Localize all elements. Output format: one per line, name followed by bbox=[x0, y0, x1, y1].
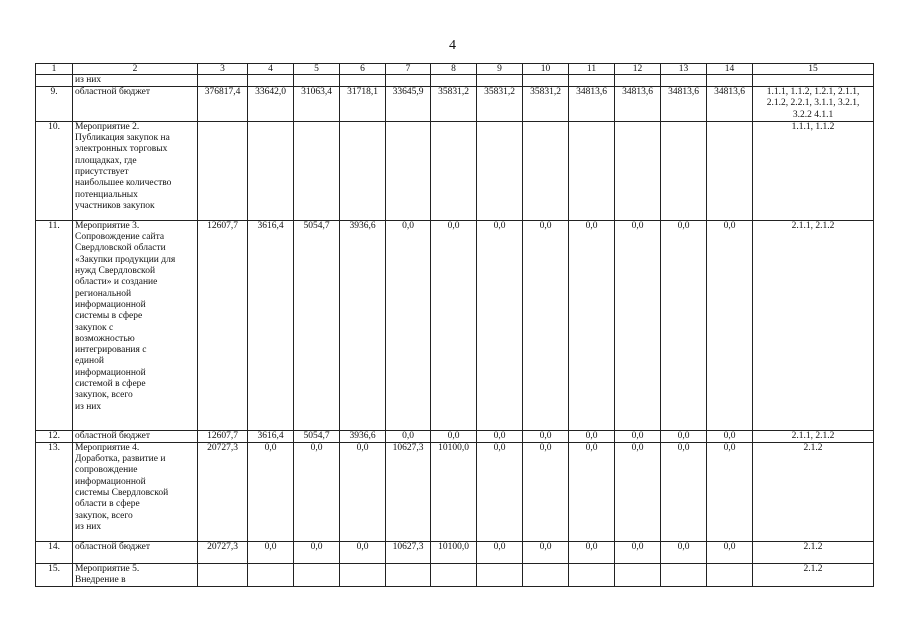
amount-cell: 5054,7 bbox=[294, 430, 340, 442]
amount-cell: 0,0 bbox=[569, 220, 615, 430]
amount-cell bbox=[431, 75, 477, 87]
activity-name-cell: Мероприятие 3. Сопровождение сайта Свердловской области «Закупки продукции для нужд Свердловской области» и создание региональной информационной системы в сфере закупок с возможностью интегрирования с единой информационной системой в сфере закупок, всего из них bbox=[73, 220, 198, 430]
amount-cell bbox=[523, 563, 569, 587]
amount-cell bbox=[661, 121, 707, 220]
column-header: 4 bbox=[248, 64, 294, 75]
column-header: 1 bbox=[36, 64, 73, 75]
amount-cell bbox=[661, 75, 707, 87]
amount-cell: 10627,3 bbox=[386, 541, 431, 563]
amount-cell bbox=[340, 75, 386, 87]
row-number-cell: 9. bbox=[36, 87, 73, 122]
amount-cell: 31718,1 bbox=[340, 87, 386, 122]
amount-cell bbox=[661, 563, 707, 587]
row-number-cell: 10. bbox=[36, 121, 73, 220]
column-header: 6 bbox=[340, 64, 386, 75]
amount-cell bbox=[707, 121, 753, 220]
activity-name-cell: областной бюджет bbox=[73, 541, 198, 563]
activity-name-cell: областной бюджет bbox=[73, 87, 198, 122]
program-table bbox=[35, 63, 874, 587]
amount-cell bbox=[294, 75, 340, 87]
amount-cell bbox=[386, 121, 431, 220]
column-header: 14 bbox=[707, 64, 753, 75]
table-row bbox=[36, 75, 874, 87]
row-number-cell: 15. bbox=[36, 563, 73, 587]
column-header: 7 bbox=[386, 64, 431, 75]
amount-cell bbox=[198, 563, 248, 587]
amount-cell: 20727,3 bbox=[198, 442, 248, 541]
amount-cell: 3936,6 bbox=[340, 220, 386, 430]
activity-name-cell: областной бюджет bbox=[73, 430, 198, 442]
amount-cell: 0,0 bbox=[615, 220, 661, 430]
amount-cell: 3936,6 bbox=[340, 430, 386, 442]
activity-name-cell: Мероприятие 2. Публикация закупок на электронных торговых площадках, где присутствует наибольшее количество потенциальных участников закупок bbox=[73, 121, 198, 220]
amount-cell bbox=[615, 75, 661, 87]
amount-cell: 0,0 bbox=[477, 430, 523, 442]
amount-cell: 0,0 bbox=[523, 430, 569, 442]
amount-cell: 34813,6 bbox=[569, 87, 615, 122]
amount-cell bbox=[198, 121, 248, 220]
amount-cell: 0,0 bbox=[661, 541, 707, 563]
column-number-row bbox=[36, 64, 874, 75]
amount-cell: 35831,2 bbox=[523, 87, 569, 122]
target-indicators-cell: 2.1.1, 2.1.2 bbox=[753, 220, 874, 430]
amount-cell: 0,0 bbox=[661, 442, 707, 541]
amount-cell: 0,0 bbox=[294, 442, 340, 541]
amount-cell: 5054,7 bbox=[294, 220, 340, 430]
amount-cell: 0,0 bbox=[477, 541, 523, 563]
amount-cell bbox=[248, 121, 294, 220]
amount-cell bbox=[615, 563, 661, 587]
amount-cell bbox=[569, 121, 615, 220]
amount-cell: 0,0 bbox=[569, 430, 615, 442]
amount-cell bbox=[248, 75, 294, 87]
amount-cell: 0,0 bbox=[615, 541, 661, 563]
column-header: 10 bbox=[523, 64, 569, 75]
amount-cell: 0,0 bbox=[248, 541, 294, 563]
amount-cell bbox=[431, 121, 477, 220]
table-row bbox=[36, 87, 874, 122]
row-number-cell: 12. bbox=[36, 430, 73, 442]
column-header: 5 bbox=[294, 64, 340, 75]
amount-cell: 0,0 bbox=[294, 541, 340, 563]
row-number-cell bbox=[36, 75, 73, 87]
amount-cell: 0,0 bbox=[707, 541, 753, 563]
activity-name-cell: Мероприятие 5. Внедрение в bbox=[73, 563, 198, 587]
amount-cell: 3616,4 bbox=[248, 430, 294, 442]
column-header: 9 bbox=[477, 64, 523, 75]
target-indicators-cell: 2.1.2 bbox=[753, 442, 874, 541]
amount-cell bbox=[294, 563, 340, 587]
amount-cell: 3616,4 bbox=[248, 220, 294, 430]
amount-cell: 0,0 bbox=[707, 442, 753, 541]
amount-cell bbox=[707, 563, 753, 587]
amount-cell bbox=[248, 563, 294, 587]
amount-cell: 0,0 bbox=[386, 430, 431, 442]
amount-cell bbox=[431, 563, 477, 587]
amount-cell: 0,0 bbox=[523, 220, 569, 430]
amount-cell bbox=[386, 75, 431, 87]
amount-cell bbox=[523, 75, 569, 87]
amount-cell: 0,0 bbox=[477, 220, 523, 430]
amount-cell: 0,0 bbox=[661, 220, 707, 430]
amount-cell: 0,0 bbox=[523, 541, 569, 563]
amount-cell: 0,0 bbox=[523, 442, 569, 541]
amount-cell bbox=[477, 121, 523, 220]
table-row bbox=[36, 121, 874, 220]
amount-cell bbox=[340, 563, 386, 587]
target-indicators-cell: 2.1.2 bbox=[753, 563, 874, 587]
amount-cell: 35831,2 bbox=[477, 87, 523, 122]
activity-name-cell: Мероприятие 4. Доработка, развитие и сопровождение информационной системы Свердловской области в сфере закупок, всего из них bbox=[73, 442, 198, 541]
column-header: 3 bbox=[198, 64, 248, 75]
amount-cell bbox=[569, 563, 615, 587]
amount-cell bbox=[386, 563, 431, 587]
amount-cell: 10627,3 bbox=[386, 442, 431, 541]
amount-cell: 31063,4 bbox=[294, 87, 340, 122]
row-number-cell: 13. bbox=[36, 442, 73, 541]
target-indicators-cell: 2.1.2 bbox=[753, 541, 874, 563]
row-number-cell: 11. bbox=[36, 220, 73, 430]
table-row bbox=[36, 563, 874, 587]
column-header: 12 bbox=[615, 64, 661, 75]
amount-cell: 10100,0 bbox=[431, 541, 477, 563]
amount-cell: 35831,2 bbox=[431, 87, 477, 122]
amount-cell bbox=[477, 75, 523, 87]
table-row bbox=[36, 442, 874, 541]
amount-cell bbox=[523, 121, 569, 220]
amount-cell bbox=[569, 75, 615, 87]
target-indicators-cell: 2.1.1, 2.1.2 bbox=[753, 430, 874, 442]
table-row bbox=[36, 430, 874, 442]
page-number: 4 bbox=[449, 38, 456, 53]
amount-cell bbox=[707, 75, 753, 87]
column-header: 11 bbox=[569, 64, 615, 75]
column-header: 13 bbox=[661, 64, 707, 75]
target-indicators-cell: 1.1.1, 1.1.2 bbox=[753, 121, 874, 220]
column-header: 15 bbox=[753, 64, 874, 75]
amount-cell: 20727,3 bbox=[198, 541, 248, 563]
amount-cell: 12607,7 bbox=[198, 220, 248, 430]
amount-cell: 0,0 bbox=[615, 442, 661, 541]
target-indicators-cell: 1.1.1, 1.1.2, 1.2.1, 2.1.1, 2.1.2, 2.2.1, 3.1.1, 3.2.1, 3.2.2 4.1.1 bbox=[753, 87, 874, 122]
amount-cell: 34813,6 bbox=[661, 87, 707, 122]
activity-name-cell: из них bbox=[73, 75, 198, 87]
amount-cell: 376817,4 bbox=[198, 87, 248, 122]
table-row bbox=[36, 541, 874, 563]
column-header: 2 bbox=[73, 64, 198, 75]
amount-cell: 33645,9 bbox=[386, 87, 431, 122]
amount-cell: 0,0 bbox=[431, 430, 477, 442]
amount-cell: 0,0 bbox=[615, 430, 661, 442]
amount-cell: 12607,7 bbox=[198, 430, 248, 442]
amount-cell: 0,0 bbox=[340, 541, 386, 563]
amount-cell: 0,0 bbox=[340, 442, 386, 541]
amount-cell: 0,0 bbox=[707, 430, 753, 442]
amount-cell: 10100,0 bbox=[431, 442, 477, 541]
amount-cell bbox=[340, 121, 386, 220]
row-number-cell: 14. bbox=[36, 541, 73, 563]
amount-cell: 0,0 bbox=[477, 442, 523, 541]
amount-cell bbox=[477, 563, 523, 587]
amount-cell bbox=[198, 75, 248, 87]
amount-cell bbox=[294, 121, 340, 220]
amount-cell: 34813,6 bbox=[707, 87, 753, 122]
amount-cell: 0,0 bbox=[661, 430, 707, 442]
amount-cell: 0,0 bbox=[248, 442, 294, 541]
amount-cell: 0,0 bbox=[386, 220, 431, 430]
amount-cell: 0,0 bbox=[569, 442, 615, 541]
amount-cell bbox=[615, 121, 661, 220]
amount-cell: 0,0 bbox=[431, 220, 477, 430]
amount-cell: 33642,0 bbox=[248, 87, 294, 122]
amount-cell: 34813,6 bbox=[615, 87, 661, 122]
amount-cell: 0,0 bbox=[569, 541, 615, 563]
column-header: 8 bbox=[431, 64, 477, 75]
target-indicators-cell bbox=[753, 75, 874, 87]
amount-cell: 0,0 bbox=[707, 220, 753, 430]
table-row bbox=[36, 220, 874, 430]
